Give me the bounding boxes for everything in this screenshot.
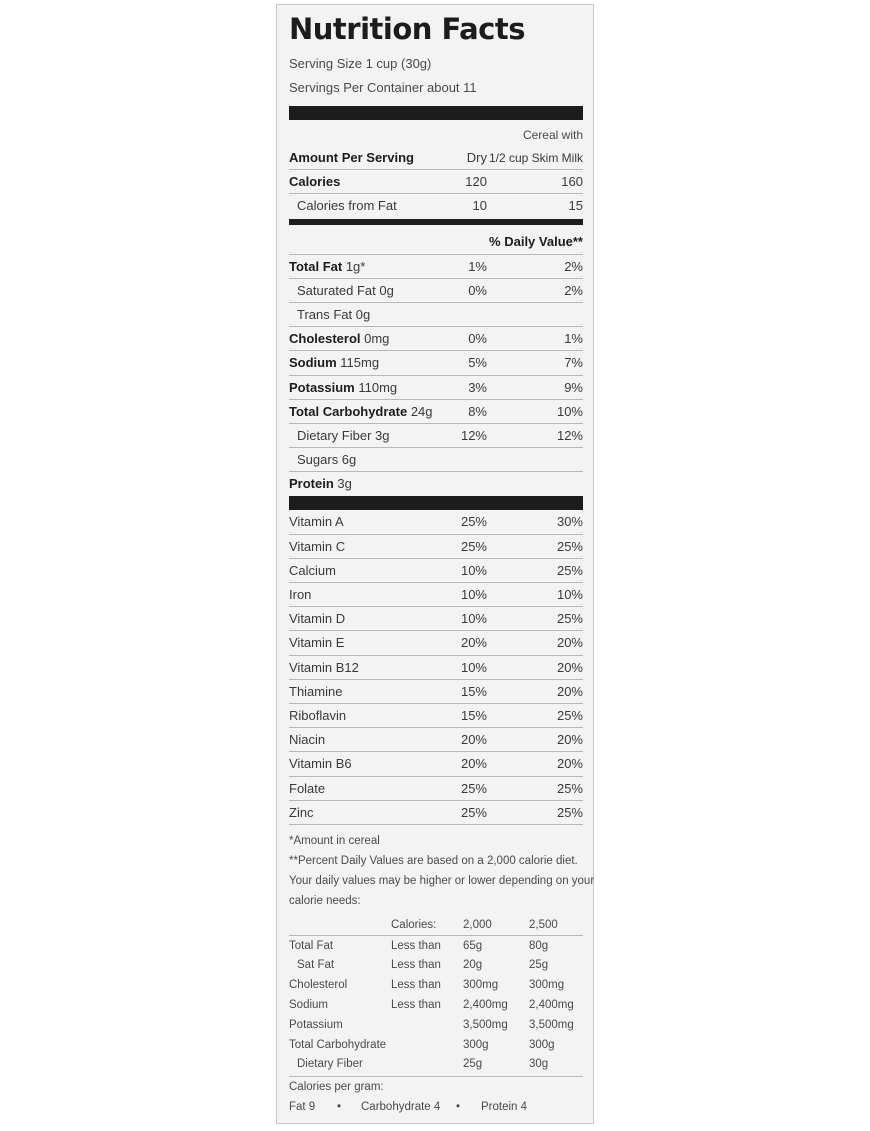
- column-dry-header: Dry: [466, 150, 487, 165]
- footnotes: [289, 825, 595, 911]
- vitamin-dv-dry: 20%: [460, 756, 487, 772]
- dv-nutrient: Total Fat: [289, 939, 334, 952]
- dv-table-row: [289, 955, 583, 975]
- nutrient-dv-milk: 2%: [564, 282, 583, 298]
- dv-2500-value: 2,400mg: [529, 999, 574, 1012]
- dv-table-row: [289, 995, 583, 1015]
- vitamin-dv-milk: 20%: [556, 635, 583, 651]
- vitamin-name: Zinc: [289, 804, 314, 820]
- dv-nutrient: Sat Fat: [297, 959, 335, 972]
- nutrient-row: [289, 255, 583, 279]
- calories-from-fat-milk: 15: [568, 198, 583, 214]
- vitamin-dv-dry: 25%: [460, 514, 487, 530]
- amount-per-serving-label: Amount Per Serving: [289, 150, 414, 165]
- vitamin-name: Riboflavin: [289, 707, 347, 723]
- dv-calories-label: Calories:: [391, 918, 437, 931]
- dv-2000-value: 25g: [463, 1058, 483, 1071]
- column-header: [289, 146, 583, 170]
- calories-label: Calories: [289, 174, 341, 190]
- nutrient-amount: 0mg: [360, 331, 390, 347]
- dv-qualifier: Less than: [391, 939, 441, 952]
- nutrient-row: [289, 327, 583, 351]
- nutrient-name: [289, 351, 379, 375]
- dv-qualifier: Less than: [391, 999, 441, 1012]
- vitamin-name: Vitamin A: [289, 514, 344, 530]
- footnote-percent-dv: calorie needs:: [289, 894, 361, 907]
- vitamin-dv-milk: 10%: [556, 587, 583, 602]
- nutrient-dv-dry: 1%: [468, 258, 487, 274]
- thick-divider: [289, 106, 583, 120]
- thick-divider: [289, 496, 583, 510]
- vitamin-row: [289, 535, 583, 559]
- dv-2000-value: 3,500mg: [463, 1018, 508, 1031]
- vitamin-dv-milk: 20%: [556, 683, 583, 699]
- nutrient-label: Sugars 6g: [297, 452, 357, 468]
- daily-value-reference-table: [289, 915, 583, 1074]
- nutrients-list: [289, 255, 583, 497]
- vitamin-dv-milk: 25%: [556, 538, 583, 554]
- dv-nutrient: Cholesterol: [289, 979, 348, 992]
- vitamins-list: [289, 510, 583, 824]
- dv-2000-value: 65g: [463, 939, 483, 952]
- nutrient-label: Sodium: [289, 355, 337, 371]
- dv-table-row: [289, 936, 583, 956]
- dv-2500-value: 3,500mg: [529, 1018, 574, 1031]
- nutrient-dv-milk: 2%: [564, 258, 583, 274]
- vitamin-row: [289, 801, 583, 825]
- dv-2000-value: 300g: [463, 1038, 489, 1051]
- nutrient-row: [289, 472, 583, 496]
- vitamin-name: Vitamin C: [289, 538, 346, 554]
- vitamin-row: [289, 583, 583, 607]
- nutrient-amount: 115mg: [336, 355, 380, 371]
- cpg-fat: Fat 9: [289, 1101, 316, 1114]
- dv-2000-value: 20g: [463, 959, 483, 972]
- vitamin-name: Thiamine: [289, 683, 343, 699]
- nutrient-row: [289, 448, 583, 472]
- nutrient-amount: 3g: [333, 476, 352, 492]
- vitamin-row: [289, 656, 583, 680]
- vitamin-dv-dry: 25%: [460, 538, 487, 554]
- column-milk-header-line2: 1/2 cup Skim Milk: [488, 151, 583, 165]
- nutrient-label: Cholesterol: [289, 331, 361, 347]
- dv-table-row: [289, 1035, 583, 1055]
- nutrient-label: Trans Fat 0g: [297, 306, 371, 322]
- vitamin-name: Niacin: [289, 732, 326, 748]
- column-milk-header-line1: Cereal with: [522, 128, 583, 142]
- nutrient-name: [289, 327, 389, 351]
- daily-value-header: % Daily Value**: [289, 225, 583, 255]
- nutrient-row: [289, 376, 583, 400]
- vitamin-name: Iron: [289, 587, 312, 602]
- vitamin-dv-milk: 25%: [556, 562, 583, 578]
- nutrient-dv-milk: 1%: [564, 331, 583, 347]
- nutrient-name: [289, 400, 433, 424]
- nutrient-dv-milk: 7%: [564, 355, 583, 371]
- vitamin-dv-dry: 10%: [460, 587, 487, 602]
- vitamin-name: Vitamin D: [289, 611, 346, 627]
- vitamin-dv-dry: 15%: [460, 707, 487, 723]
- dv-table-header: [289, 915, 583, 936]
- calories-from-fat-label: Calories from Fat: [297, 198, 397, 214]
- calories-row: [289, 170, 583, 194]
- calories-from-fat-row: [289, 194, 583, 218]
- servings-per-container: Servings Per Container about 11: [289, 80, 477, 95]
- nutrient-dv-dry: 3%: [468, 379, 487, 395]
- cpg-protein: Protein 4: [481, 1101, 528, 1114]
- cpg-carbohydrate: Carbohydrate 4: [361, 1101, 441, 1114]
- nutrient-label: Potassium: [289, 379, 355, 395]
- vitamin-row: [289, 704, 583, 728]
- vitamin-row: [289, 510, 583, 534]
- label-title: Nutrition Facts: [289, 12, 525, 46]
- nutrient-row: [289, 351, 583, 375]
- bullet-icon: •: [456, 1101, 461, 1114]
- nutrient-amount: 24g: [407, 403, 433, 419]
- dv-2000-value: 300mg: [463, 979, 499, 992]
- nutrient-name: [289, 472, 352, 496]
- column-header-top: [289, 120, 583, 146]
- nutrient-dv-dry: 0%: [468, 282, 487, 298]
- vitamin-name: Vitamin E: [289, 635, 345, 651]
- vitamin-dv-milk: 20%: [556, 756, 583, 772]
- vitamin-row: [289, 777, 583, 801]
- vitamin-row: [289, 728, 583, 752]
- nutrient-label: Saturated Fat 0g: [297, 282, 394, 298]
- dv-2000-header: 2,000: [463, 918, 492, 931]
- vitamin-row: [289, 680, 583, 704]
- vitamin-dv-dry: 20%: [460, 732, 487, 748]
- vitamin-row: [289, 607, 583, 631]
- nutrient-dv-dry: 12%: [460, 427, 487, 443]
- vitamin-dv-milk: 25%: [556, 804, 583, 820]
- dv-table-row: [289, 975, 583, 995]
- calories-per-gram-values: [289, 1097, 583, 1117]
- vitamin-dv-dry: 10%: [460, 659, 487, 675]
- nutrient-label: Dietary Fiber 3g: [297, 427, 390, 443]
- dv-2500-value: 300g: [529, 1038, 555, 1051]
- vitamin-dv-dry: 20%: [460, 635, 487, 651]
- nutrient-name: [297, 279, 394, 303]
- vitamin-dv-dry: 25%: [460, 804, 487, 820]
- vitamin-name: Vitamin B12: [289, 659, 359, 675]
- calories-per-gram: [289, 1076, 583, 1117]
- vitamin-dv-milk: 20%: [556, 659, 583, 675]
- calories-per-gram-label: Calories per gram:: [289, 1081, 384, 1094]
- dv-qualifier: Less than: [391, 959, 441, 972]
- vitamin-dv-dry: 10%: [460, 611, 487, 627]
- dv-2500-value: 80g: [529, 939, 549, 952]
- dv-nutrient: Potassium: [289, 1018, 343, 1031]
- vitamin-dv-milk: 25%: [556, 707, 583, 723]
- nutrient-row: [289, 400, 583, 424]
- dv-2500-header: 2,500: [529, 918, 558, 931]
- calories-from-fat-dry: 10: [472, 198, 487, 214]
- nutrient-dv-milk: 9%: [564, 379, 583, 395]
- serving-size: Serving Size 1 cup (30g): [289, 56, 432, 71]
- nutrient-label: Total Carbohydrate: [289, 403, 408, 419]
- nutrient-row: [289, 303, 583, 327]
- vitamin-name: Folate: [289, 780, 326, 796]
- nutrient-dv-milk: 12%: [556, 427, 583, 443]
- dv-table-row: [289, 1015, 583, 1035]
- nutrient-name: [289, 376, 397, 400]
- calories-milk: 160: [561, 174, 583, 190]
- dv-2500-value: 300mg: [529, 979, 565, 992]
- nutrient-name: [297, 448, 356, 472]
- nutrient-label: Protein: [289, 476, 334, 492]
- nutrient-name: [297, 424, 389, 448]
- footnote-percent-dv: Your daily values may be higher or lower depending on your: [289, 874, 595, 887]
- dv-nutrient: Sodium: [289, 999, 328, 1012]
- vitamin-dv-dry: 25%: [460, 780, 487, 796]
- vitamin-dv-dry: 15%: [460, 683, 487, 699]
- footnote-amount-in-cereal: *Amount in cereal: [289, 834, 380, 847]
- bullet-icon: •: [337, 1101, 342, 1114]
- vitamin-name: Calcium: [289, 562, 336, 578]
- vitamin-name: Vitamin B6: [289, 756, 352, 772]
- vitamin-dv-dry: 10%: [460, 562, 487, 578]
- nutrient-amount: 1g*: [342, 258, 366, 274]
- nutrient-dv-dry: 5%: [468, 355, 487, 371]
- vitamin-dv-milk: 20%: [556, 732, 583, 748]
- dv-nutrient: Dietary Fiber: [297, 1058, 363, 1071]
- nutrient-name: [289, 255, 365, 279]
- nutrient-row: [289, 424, 583, 448]
- nutrient-row: [289, 279, 583, 303]
- vitamin-row: [289, 559, 583, 583]
- nutrition-facts-label: [289, 6, 595, 1117]
- vitamin-dv-milk: 30%: [556, 514, 583, 530]
- dv-nutrient: Total Carbohydrate: [289, 1038, 387, 1051]
- nutrient-dv-dry: 0%: [468, 331, 487, 347]
- dv-2000-value: 2,400mg: [463, 999, 508, 1012]
- vitamin-dv-milk: 25%: [556, 611, 583, 627]
- dv-2500-value: 30g: [529, 1058, 549, 1071]
- vitamin-row: [289, 752, 583, 776]
- calories-dry: 120: [465, 174, 487, 190]
- dv-qualifier: Less than: [391, 979, 441, 992]
- vitamin-row: [289, 631, 583, 655]
- vitamin-dv-milk: 25%: [556, 780, 583, 796]
- footnote-percent-dv: **Percent Daily Values are based on a 2,000 calorie diet.: [289, 854, 578, 867]
- nutrient-dv-dry: 8%: [468, 403, 487, 419]
- nutrient-dv-milk: 10%: [556, 403, 583, 419]
- dv-2500-value: 25g: [529, 959, 549, 972]
- nutrient-amount: 110mg: [354, 379, 398, 395]
- nutrient-name: [297, 303, 370, 327]
- nutrient-label: Total Fat: [289, 258, 343, 274]
- dv-table-row: [289, 1054, 583, 1074]
